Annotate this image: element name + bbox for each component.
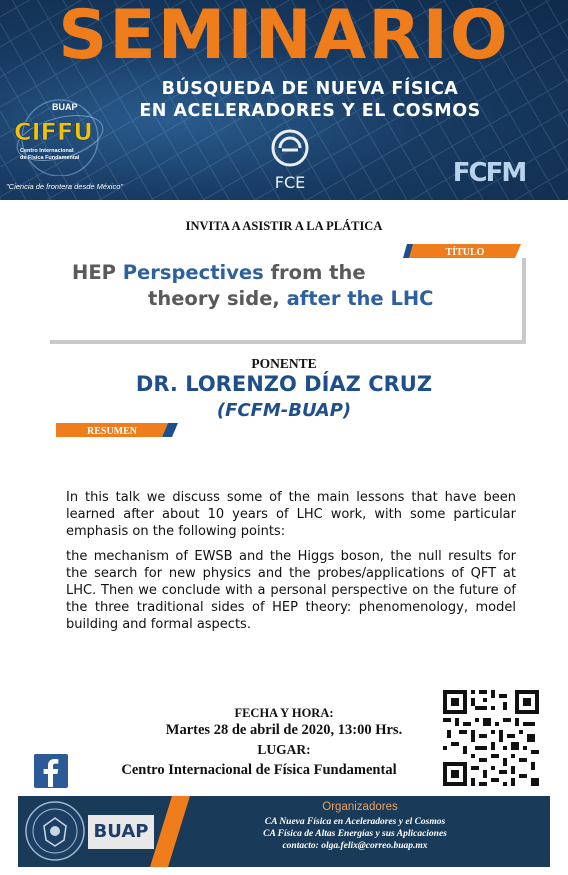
facebook-icon[interactable]: [34, 754, 68, 788]
seminar-title: SEMINARIO: [58, 0, 510, 75]
qr-code[interactable]: [441, 688, 541, 788]
cifu-buap-text: BUAP: [52, 102, 78, 112]
slogan: "Ciencia de frontera desde México": [6, 182, 124, 191]
place-value: Centro Internacional de Física Fundamental: [121, 762, 397, 778]
cifu-full-text-2: de Física Fundamental: [20, 155, 80, 161]
abstract-tag: [56, 423, 178, 437]
title-tag-label: TÍTULO: [445, 247, 485, 258]
abstract-paragraph-1: In this talk we discuss some of the main lessons that have been learned after about 10 years of LHC work, with some particular emphasis on the following points:: [66, 490, 516, 539]
footer-accent: [150, 796, 210, 867]
invitation-text: INVITA A ASISTIR A LA PLÁTICA: [185, 219, 383, 233]
fcfm-text: FCFM: [452, 158, 526, 187]
organizer-contact: contacto: olga.felix@correo.buap.mx: [282, 841, 428, 851]
talk-title-line1: HEP Perspectives from the: [72, 261, 366, 284]
organizer-line-2: CA Física de Altas Energías y sus Aplicaciones: [263, 829, 447, 839]
talk-title-line2: theory side, after the LHC: [148, 287, 434, 310]
place-label: LUGAR:: [257, 742, 311, 757]
date-value: Martes 28 de abril de 2020, 13:00 Hrs.: [165, 722, 403, 738]
buap-logo-text: BUAP: [93, 821, 149, 842]
cifu-logo: [8, 96, 128, 176]
date-label: FECHA Y HORA:: [234, 706, 334, 720]
seminar-subtitle-line2: EN ACELERADORES Y EL COSMOS: [139, 101, 481, 121]
seminar-subtitle-line1: BÚSQUEDA DE NUEVA FÍSICA: [161, 79, 459, 99]
title-tag: [403, 244, 521, 258]
abstract-paragraph-2: the mechanism of EWSB and the Higgs boson, the null results for the search for new physics and the probes/applications of QFT at LHC. Then we conclude with a personal perspective on the future of the three traditional sides of HEP theory: phenomenology, model building and formal aspects.: [66, 549, 516, 632]
speaker-label: PONENTE: [251, 356, 317, 371]
speaker-affiliation: (FCFM-BUAP): [216, 400, 352, 421]
cifu-full-text-1: Centro Internacional: [20, 148, 74, 154]
abstract-tag-label: RESUMEN: [86, 426, 138, 437]
fcfm-logo: [443, 155, 535, 187]
cifu-name-text: CIFFU: [14, 118, 93, 146]
fce-text: FCE: [274, 173, 306, 192]
organizer-line-1: CA Nueva Física en Aceleradores y el Cosmos: [264, 817, 446, 827]
university-seal-icon: [24, 800, 86, 862]
organizers-heading: Organizadores: [322, 801, 398, 813]
speaker-name: DR. LORENZO DÍAZ CRUZ: [135, 372, 433, 396]
fce-logo: [262, 128, 318, 194]
